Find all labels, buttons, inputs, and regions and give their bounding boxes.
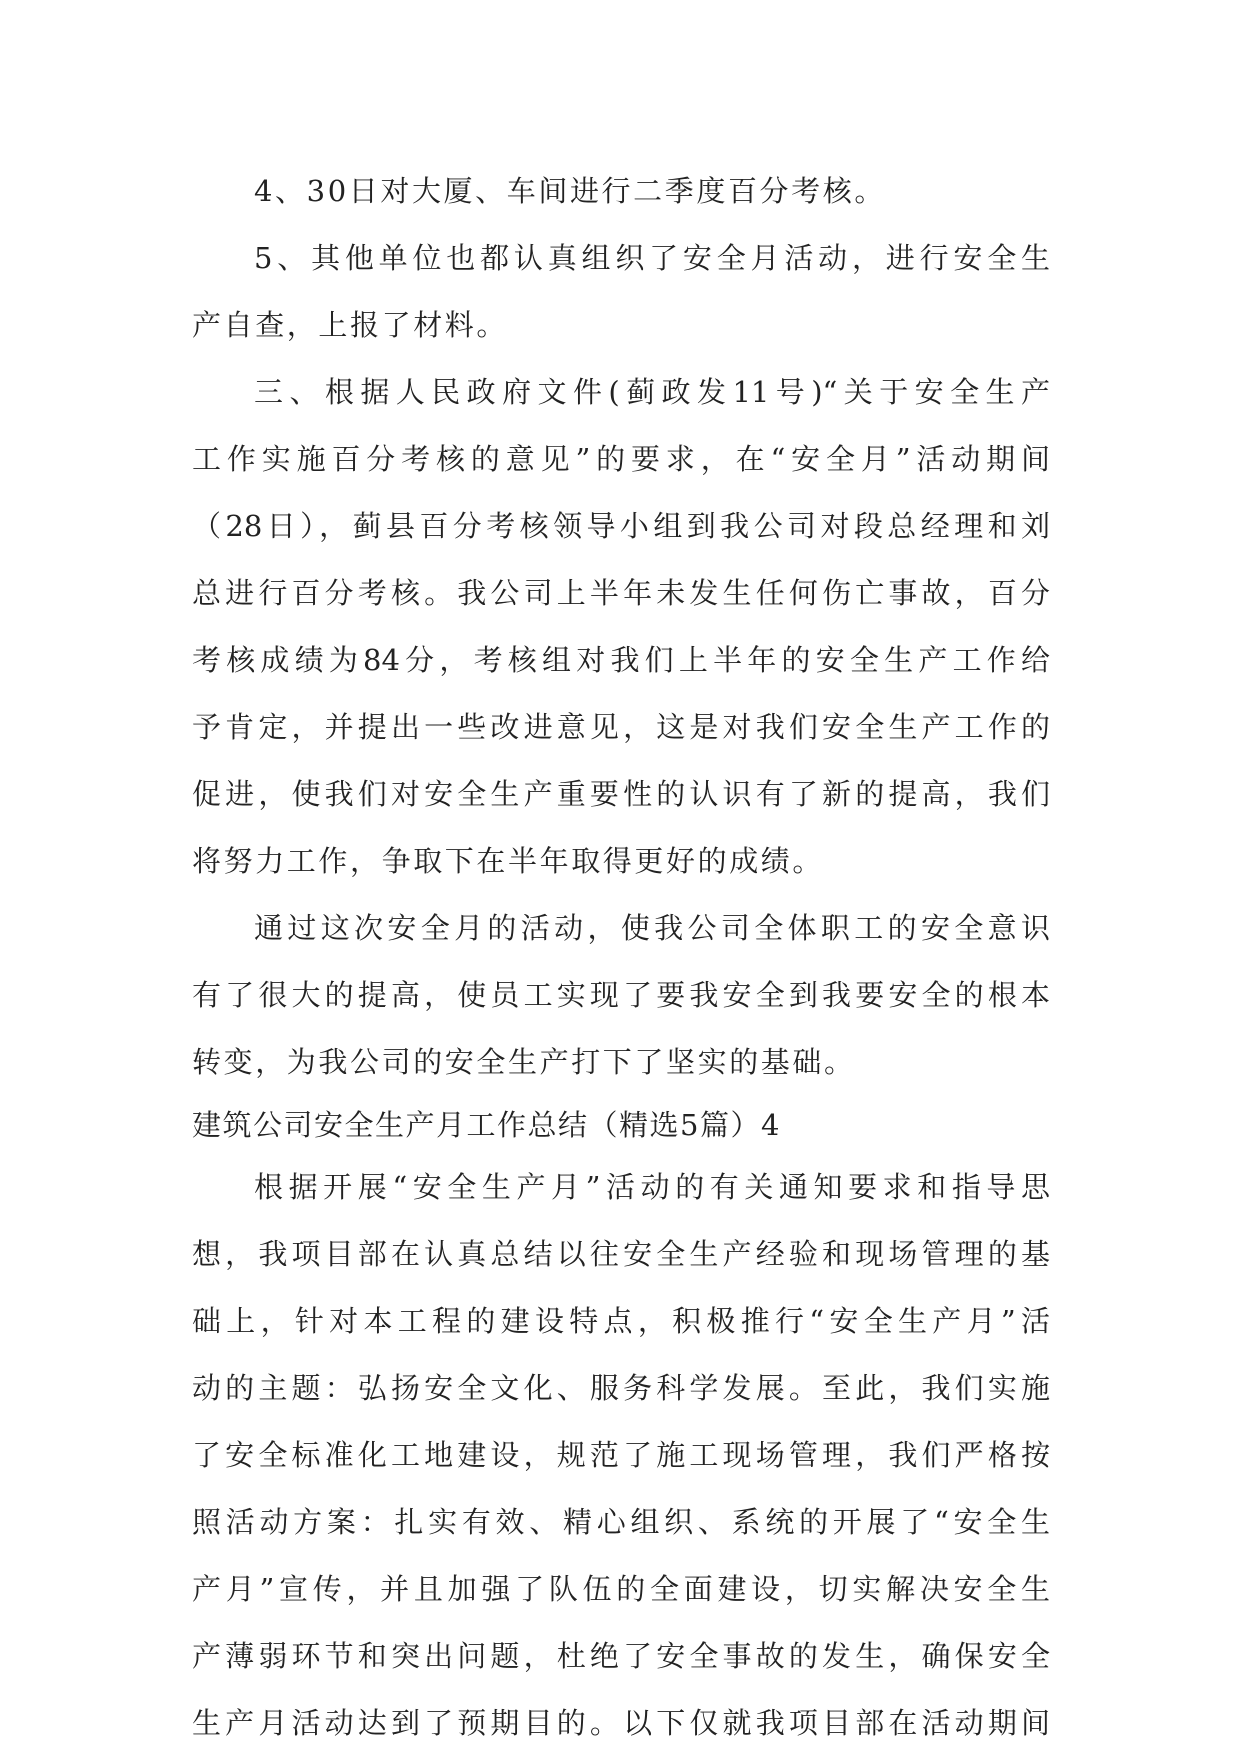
section-heading: 建筑公司安全生产月工作总结（精选5篇）4 (192, 1108, 781, 1142)
section-3-line-7: 促进，使我们对安全生产重要性的认识有了新的提高，我们 (192, 777, 1050, 811)
conclusion-line-2: 有了很大的提高，使员工实现了要我安全到我要安全的根本 (192, 978, 1050, 1012)
conclusion-line-3: 转变，为我公司的安全生产打下了坚实的基础。 (192, 1045, 856, 1079)
section-3-line-8: 将努力工作，争取下在半年取得更好的成绩。 (192, 844, 825, 878)
section-3-line-2: 工作实施百分考核的意见”的要求，在“安全月”活动期间 (192, 442, 1050, 476)
document-body (192, 158, 1050, 1757)
section-3-line-6: 予肯定，并提出一些改进意见，这是对我们安全生产工作的 (192, 710, 1050, 744)
item-5-line-2: 产自查，上报了材料。 (192, 308, 509, 342)
section-3-line-1: 三、根据人民政府文件(蓟政发11号)“关于安全生产 (254, 375, 1050, 409)
section-3-line-5: 考核成绩为84分，考核组对我们上半年的安全生产工作给 (192, 643, 1050, 677)
item-5-line-1: 5、其他单位也都认真组织了安全月活动，进行安全生 (254, 241, 1050, 275)
conclusion-line-1: 通过这次安全月的活动，使我公司全体职工的安全意识 (254, 911, 1050, 945)
paragraph-line-9: 生产月活动达到了预期目的。以下仅就我项目部在活动期间 (192, 1706, 1050, 1740)
section-3-line-4: 总进行百分考核。我公司上半年未发生任何伤亡事故，百分 (192, 576, 1050, 610)
section-3-line-3: （28日），蓟县百分考核领导小组到我公司对段总经理和刘 (192, 509, 1050, 543)
paragraph-line-2: 想，我项目部在认真总结以往安全生产经验和现场管理的基 (192, 1237, 1050, 1271)
paragraph-line-6: 照活动方案：扎实有效、精心组织、系统的开展了“安全生 (192, 1505, 1050, 1539)
paragraph-line-1: 根据开展“安全生产月”活动的有关通知要求和指导思 (254, 1170, 1050, 1204)
paragraph-line-4: 动的主题：弘扬安全文化、服务科学发展。至此，我们实施 (192, 1371, 1050, 1405)
paragraph-line-5: 了安全标准化工地建设，规范了施工现场管理，我们严格按 (192, 1438, 1050, 1472)
paragraph-line-8: 产薄弱环节和突出问题，杜绝了安全事故的发生，确保安全 (192, 1639, 1050, 1673)
paragraph-line-7: 产月”宣传，并且加强了队伍的全面建设，切实解决安全生 (192, 1572, 1050, 1606)
paragraph-line-3: 础上，针对本工程的建设特点，积极推行“安全生产月”活 (192, 1304, 1050, 1338)
item-4-line: 4、30日对大厦、车间进行二季度百分考核。 (254, 174, 886, 208)
